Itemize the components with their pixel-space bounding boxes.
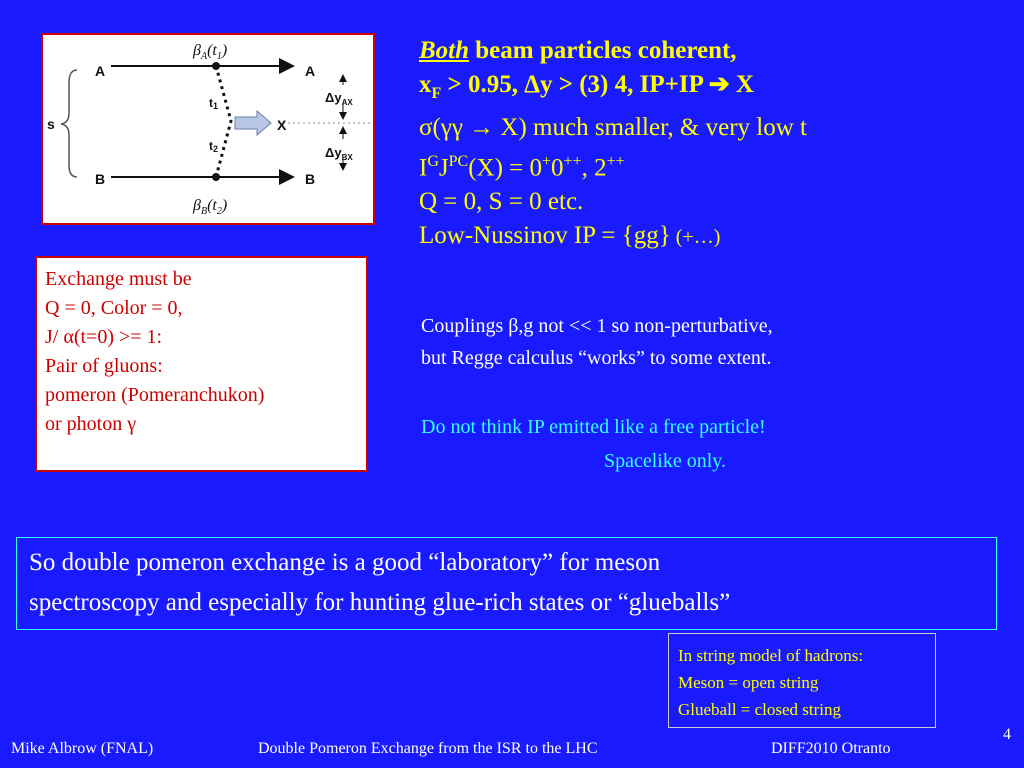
label-dy-bx: $\Delta y_{BX}$ [325, 145, 353, 162]
head-line-1: Both beam particles coherent, [419, 37, 737, 64]
head-line-3: σ(γγ → X) much smaller, & very low t [419, 114, 807, 141]
exchange-line: Pair of gluons: [45, 355, 163, 377]
beta-b-label: $\beta_B(t_2)$ [193, 197, 228, 217]
label-t2: t2 [209, 139, 219, 154]
exchange-line: pomeron (Pomeranchukon) [45, 384, 265, 406]
x-arrow-icon [235, 111, 271, 135]
footer-author: Mike Albrow (FNAL) [11, 740, 154, 757]
head-line-2: $x_F > 0.95$, Δy > (3) 4, IP+IP ➔ X [419, 71, 754, 102]
label-dy-ax: $\Delta y_{AX}$ [325, 90, 353, 107]
page-number: 4 [1003, 726, 1011, 743]
footer-conference: DIFF2010 Otranto [771, 740, 891, 757]
exchange-line: Exchange must be [45, 268, 192, 290]
head-line-5: Q = 0, S = 0 etc. [419, 188, 584, 216]
head-line-4: $I^GJ^{PC}(X) = 0^+0^{++}$, 2++ [419, 153, 625, 182]
exchange-line: J/ α(t=0) >= 1: [45, 326, 163, 348]
feynman-diagram [41, 33, 375, 225]
label-t1: t1 [209, 96, 219, 111]
both-emphasis: Both [419, 37, 470, 64]
pomeron-exchange-line [216, 66, 231, 177]
label-s: s [47, 116, 55, 132]
label-a-left: A [95, 63, 106, 79]
head-line-6: Low-Nussinov IP = {gg} (+…) [419, 222, 721, 250]
label-b-right: B [305, 171, 316, 187]
exchange-requirements-box [35, 256, 368, 472]
warning-text: Do not think IP emitted like a free particle! Spacelike only. [421, 416, 766, 472]
beta-a-label: $\beta_A(t_1)$ [193, 42, 228, 62]
exchange-line: Q = 0, Color = 0, [45, 297, 183, 319]
string-model-box: In string model of hadrons: Meson = open string Glueball = closed string [668, 633, 936, 728]
s-brace [61, 70, 77, 177]
couplings-text: Couplings β,g not << 1 so non-perturbative, but Regge calculus “works” to some extent. [421, 315, 773, 369]
label-b-left: B [95, 171, 106, 187]
arrow-icon: ➔ [708, 71, 730, 98]
footer-title: Double Pomeron Exchange from the ISR to the LHC [258, 740, 598, 757]
label-x: X [277, 117, 287, 133]
diagram-svg [43, 35, 373, 223]
main-text-block [419, 34, 807, 254]
exchange-line: or photon γ [45, 413, 137, 435]
label-a-right: A [305, 63, 316, 79]
summary-box: So double pomeron exchange is a good “laboratory” for meson spectroscopy and especially for hunting glue-rich states or “glueballs” [16, 537, 997, 630]
